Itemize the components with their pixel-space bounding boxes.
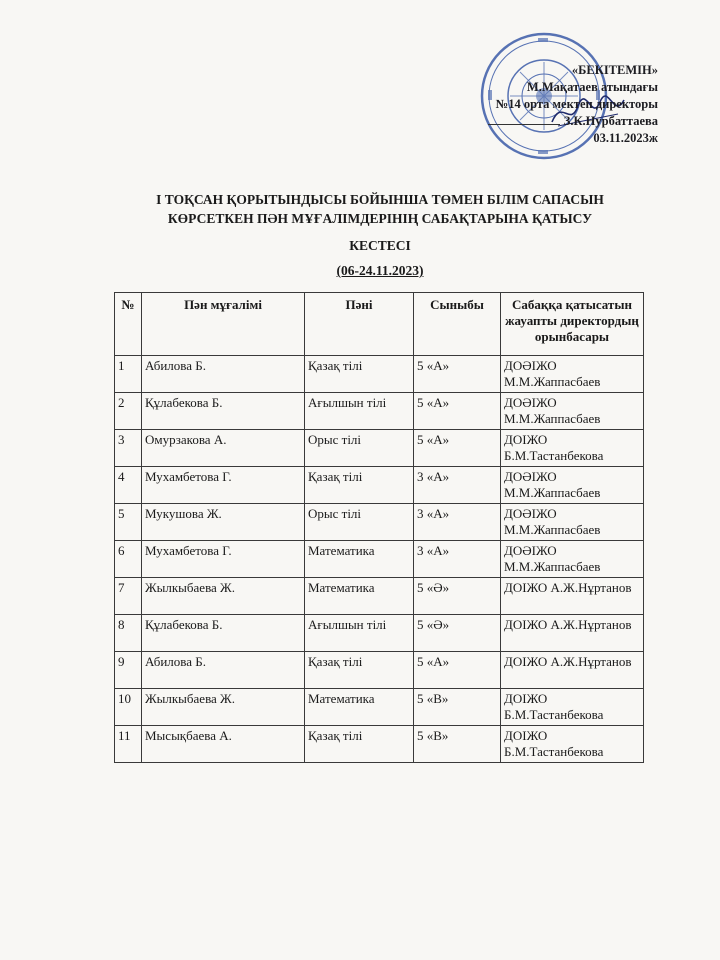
table-body	[115, 356, 644, 763]
cell-deputy: ДОІЖО Б.М.Тастанбекова	[501, 430, 644, 467]
table-row	[115, 541, 644, 578]
table-header-row	[115, 293, 644, 356]
document-subtitle: КЕСТЕСІ	[349, 238, 411, 253]
cell-subject: Қазақ тілі	[305, 467, 414, 504]
cell-subject: Орыс тілі	[305, 504, 414, 541]
approval-director-title: №14 орта мектеп директоры	[495, 97, 658, 111]
attendance-schedule-table	[114, 292, 644, 763]
document-title	[80, 190, 680, 228]
approval-stamp-label: «БЕКІТЕМІН»	[571, 63, 658, 77]
title-line-1: І ТОҚСАН ҚОРЫТЫНДЫСЫ БОЙЫНША ТӨМЕН БІЛІМ САПАСЫН	[156, 192, 604, 207]
cell-subject: Орыс тілі	[305, 430, 414, 467]
cell-deputy: ДОӘІЖО М.М.Жаппасбаев	[501, 541, 644, 578]
table-row	[115, 615, 644, 652]
table-row	[115, 430, 644, 467]
cell-subject: Ағылшын тілі	[305, 393, 414, 430]
approval-school-name: М.Мақатаев атындағы	[526, 80, 658, 94]
cell-subject: Қазақ тілі	[305, 356, 414, 393]
cell-class: 5 «Ә»	[414, 578, 501, 615]
cell-class: 5 «А»	[414, 430, 501, 467]
cell-teacher: Мухамбетова Г.	[142, 467, 305, 504]
cell-deputy: ДОӘІЖО М.М.Жаппасбаев	[501, 393, 644, 430]
approval-director-name: З.К.Нурбаттаева	[563, 114, 658, 128]
cell-deputy: ДОӘІЖО М.М.Жаппасбаев	[501, 504, 644, 541]
cell-teacher: Абилова Б.	[142, 652, 305, 689]
cell-class: 5 «А»	[414, 393, 501, 430]
cell-teacher: Құлабекова Б.	[142, 393, 305, 430]
cell-teacher: Мукушова Ж.	[142, 504, 305, 541]
header-teacher: Пән мұғалімі	[142, 293, 305, 356]
cell-deputy: ДОІЖО Б.М.Тастанбекова	[501, 689, 644, 726]
cell-teacher: Жылкыбаева Ж.	[142, 689, 305, 726]
cell-deputy: ДОІЖО А.Ж.Нұртанов	[501, 615, 644, 652]
cell-deputy: ДОІЖО А.Ж.Нұртанов	[501, 652, 644, 689]
cell-teacher: Жылкыбаева Ж.	[142, 578, 305, 615]
header-class: Сыныбы	[414, 293, 501, 356]
cell-class: 3 «А»	[414, 541, 501, 578]
table-row	[115, 689, 644, 726]
document-dates	[80, 263, 680, 279]
approval-director-name-row	[448, 113, 658, 130]
cell-deputy: ДОІЖО Б.М.Тастанбекова	[501, 726, 644, 763]
cell-number: 10	[115, 689, 142, 726]
cell-class: 3 «А»	[414, 467, 501, 504]
cell-subject: Қазақ тілі	[305, 726, 414, 763]
cell-subject: Математика	[305, 689, 414, 726]
cell-number: 1	[115, 356, 142, 393]
table-row	[115, 356, 644, 393]
cell-teacher: Мысықбаева А.	[142, 726, 305, 763]
cell-class: 5 «В»	[414, 689, 501, 726]
cell-deputy: ДОӘІЖО М.М.Жаппасбаев	[501, 356, 644, 393]
signature-line	[488, 124, 560, 125]
title-line-2: КӨРСЕТКЕН ПӘН МҰҒАЛІМДЕРІНІҢ САБАҚТАРЫНА ҚАТЫСУ	[167, 211, 593, 226]
header-subject: Пәні	[305, 293, 414, 356]
cell-teacher: Құлабекова Б.	[142, 615, 305, 652]
approval-date: 03.11.2023ж	[593, 131, 658, 145]
cell-class: 5 «А»	[414, 652, 501, 689]
cell-teacher: Мухамбетова Г.	[142, 541, 305, 578]
cell-deputy: ДОӘІЖО М.М.Жаппасбаев	[501, 467, 644, 504]
cell-number: 3	[115, 430, 142, 467]
table-row	[115, 726, 644, 763]
header-deputy: Сабаққа қатысатын жауапты директордың орынбасары	[501, 293, 644, 356]
cell-number: 4	[115, 467, 142, 504]
cell-number: 8	[115, 615, 142, 652]
cell-deputy: ДОІЖО А.Ж.Нұртанов	[501, 578, 644, 615]
table-row	[115, 467, 644, 504]
cell-number: 7	[115, 578, 142, 615]
cell-number: 5	[115, 504, 142, 541]
table-row	[115, 578, 644, 615]
cell-class: 5 «В»	[414, 726, 501, 763]
cell-subject: Қазақ тілі	[305, 652, 414, 689]
cell-subject: Математика	[305, 578, 414, 615]
table-row	[115, 652, 644, 689]
header-number: №	[115, 293, 142, 356]
cell-teacher: Абилова Б.	[142, 356, 305, 393]
cell-subject: Ағылшын тілі	[305, 615, 414, 652]
cell-class: 5 «А»	[414, 356, 501, 393]
cell-class: 3 «А»	[414, 504, 501, 541]
cell-number: 11	[115, 726, 142, 763]
cell-teacher: Омурзакова А.	[142, 430, 305, 467]
cell-number: 2	[115, 393, 142, 430]
table-row	[115, 393, 644, 430]
cell-number: 9	[115, 652, 142, 689]
cell-subject: Математика	[305, 541, 414, 578]
table-row	[115, 504, 644, 541]
cell-number: 6	[115, 541, 142, 578]
approval-block	[448, 62, 658, 147]
date-range: (06-24.11.2023)	[336, 263, 424, 278]
cell-class: 5 «Ә»	[414, 615, 501, 652]
